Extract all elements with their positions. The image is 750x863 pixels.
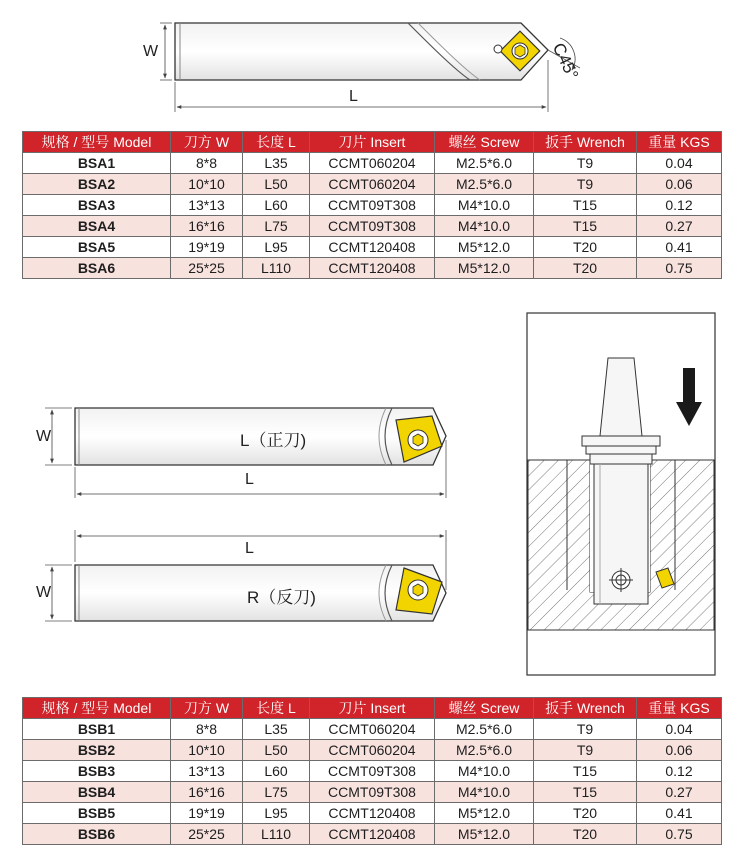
cell-model: BSB2 [23,740,171,761]
cell-model: BSB6 [23,824,171,845]
cell-width: 25*25 [171,824,243,845]
top-tool-drawing [160,23,583,112]
cell-screw: M2.5*6.0 [435,719,534,740]
application-diagram [527,313,715,675]
cell-width: 10*10 [171,740,243,761]
cell-insert: CCMT120408 [310,237,435,258]
cell-length: L95 [243,803,310,824]
cell-insert: CCMT060204 [310,719,435,740]
cell-width: 13*13 [171,195,243,216]
cell-screw: M2.5*6.0 [435,740,534,761]
header-model: 规格 / 型号 Model [23,132,171,153]
cell-screw: M2.5*6.0 [435,153,534,174]
header-weight: 重量 KGS [637,132,722,153]
cell-length: L75 [243,216,310,237]
cell-insert: CCMT09T308 [310,782,435,803]
header-length: 长度 L [243,698,310,719]
cell-weight: 0.12 [637,761,722,782]
cell-wrench: T9 [534,174,637,195]
cell-width: 10*10 [171,174,243,195]
cell-width: 19*19 [171,803,243,824]
cell-length: L35 [243,153,310,174]
spec-table-bsa [22,131,722,279]
header-insert: 刀片 Insert [310,698,435,719]
cell-model: BSB4 [23,782,171,803]
cell-insert: CCMT120408 [310,803,435,824]
header-weight: 重量 KGS [637,698,722,719]
cell-screw: M5*12.0 [435,258,534,279]
header-wrench: 扳手 Wrench [534,698,637,719]
top-width-label: W [143,43,159,60]
table-row [23,740,722,761]
cell-wrench: T20 [534,258,637,279]
table-header-row [23,132,722,153]
cell-length: L60 [243,195,310,216]
cell-insert: CCMT060204 [310,174,435,195]
cell-screw: M2.5*6.0 [435,174,534,195]
cell-insert: CCMT120408 [310,258,435,279]
right-tool-width-label: W [36,584,52,601]
cell-model: BSB1 [23,719,171,740]
cell-weight: 0.04 [637,719,722,740]
cell-width: 16*16 [171,782,243,803]
cell-insert: CCMT09T308 [310,195,435,216]
cell-length: L50 [243,174,310,195]
cell-weight: 0.06 [637,174,722,195]
table-row [23,153,722,174]
cell-screw: M5*12.0 [435,803,534,824]
cell-screw: M5*12.0 [435,824,534,845]
table-row [23,782,722,803]
right-tool-length-label: L [245,540,254,557]
cell-wrench: T15 [534,782,637,803]
cell-model: BSA3 [23,195,171,216]
cell-model: BSA2 [23,174,171,195]
table-row [23,174,722,195]
cell-weight: 0.12 [637,195,722,216]
cell-insert: CCMT060204 [310,153,435,174]
cell-model: BSB3 [23,761,171,782]
cell-screw: M5*12.0 [435,237,534,258]
table-header-row [23,698,722,719]
table-row [23,761,722,782]
cell-model: BSA6 [23,258,171,279]
cell-weight: 0.41 [637,803,722,824]
table-row [23,258,722,279]
right-tool-text: R（反刀) [247,588,316,607]
angle-label: C45° [548,40,583,83]
cell-width: 16*16 [171,216,243,237]
cell-wrench: T20 [534,824,637,845]
cell-length: L50 [243,740,310,761]
cell-wrench: T20 [534,237,637,258]
cell-width: 8*8 [171,719,243,740]
cell-length: L110 [243,824,310,845]
cell-length: L75 [243,782,310,803]
header-width: 刀方 W [171,132,243,153]
cell-wrench: T9 [534,153,637,174]
cell-width: 13*13 [171,761,243,782]
cell-wrench: T15 [534,195,637,216]
cell-length: L95 [243,237,310,258]
cell-wrench: T9 [534,740,637,761]
left-tool-length-label: L [245,471,254,488]
cell-model: BSA1 [23,153,171,174]
cell-insert: CCMT120408 [310,824,435,845]
header-width: 刀方 W [171,698,243,719]
cell-weight: 0.75 [637,258,722,279]
cell-weight: 0.75 [637,824,722,845]
cell-wrench: T15 [534,761,637,782]
cell-model: BSA5 [23,237,171,258]
cell-weight: 0.27 [637,782,722,803]
header-screw: 螺丝 Screw [435,132,534,153]
cell-length: L35 [243,719,310,740]
table-row [23,195,722,216]
cell-width: 25*25 [171,258,243,279]
table-row [23,824,722,845]
spec-table-bsb [22,697,722,845]
cell-insert: CCMT09T308 [310,761,435,782]
header-screw: 螺丝 Screw [435,698,534,719]
cell-length: L110 [243,258,310,279]
header-model: 规格 / 型号 Model [23,698,171,719]
header-wrench: 扳手 Wrench [534,132,637,153]
header-insert: 刀片 Insert [310,132,435,153]
cell-wrench: T20 [534,803,637,824]
cell-model: BSA4 [23,216,171,237]
table-row [23,216,722,237]
cell-screw: M4*10.0 [435,195,534,216]
header-length: 长度 L [243,132,310,153]
cell-width: 8*8 [171,153,243,174]
table-row [23,237,722,258]
cell-screw: M4*10.0 [435,782,534,803]
cell-width: 19*19 [171,237,243,258]
cell-screw: M4*10.0 [435,216,534,237]
cell-weight: 0.04 [637,153,722,174]
cell-wrench: T9 [534,719,637,740]
cell-length: L60 [243,761,310,782]
cell-model: BSB5 [23,803,171,824]
table-row [23,803,722,824]
left-tool-width-label: W [36,428,52,445]
cell-weight: 0.06 [637,740,722,761]
cell-screw: M4*10.0 [435,761,534,782]
cell-weight: 0.27 [637,216,722,237]
cell-insert: CCMT09T308 [310,216,435,237]
left-tool-text: L（正刀) [240,431,307,450]
table-row [23,719,722,740]
cell-insert: CCMT060204 [310,740,435,761]
cell-weight: 0.41 [637,237,722,258]
top-length-label: L [349,88,358,105]
cell-wrench: T15 [534,216,637,237]
